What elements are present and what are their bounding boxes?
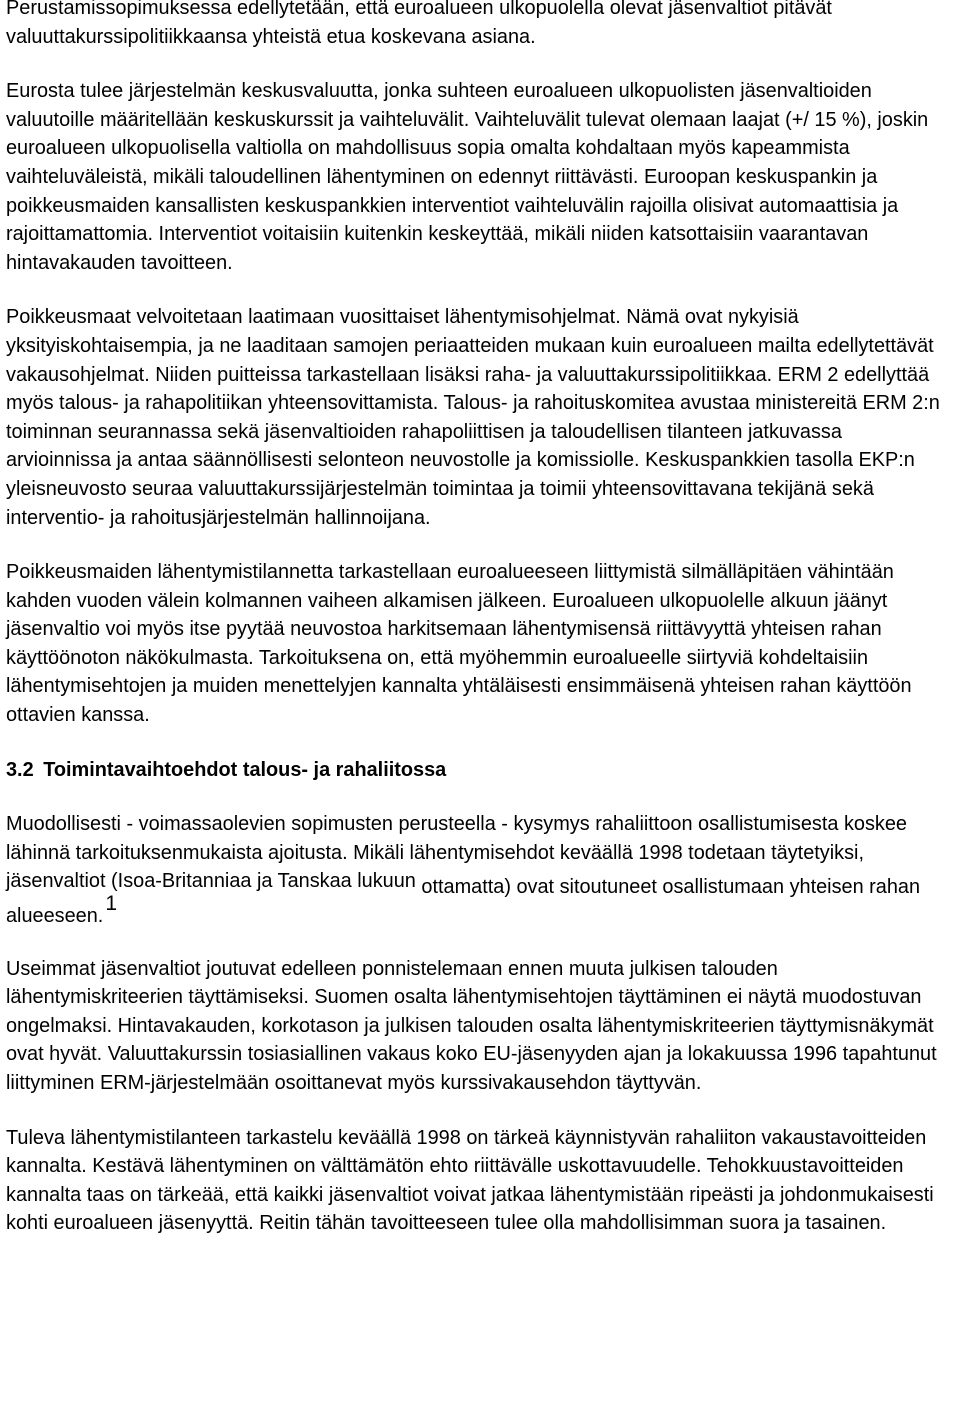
paragraph-text: Muodollisesti - voimassaolevien sopimusten perusteella - kysymys rahaliittoon osallistumisesta koskee lähinnä tarkoituksenmukaista ajoitusta. Mikäli lähentymisehdot keväällä 1998 todetaan täytetyiksi, jäsenvaltiot (Isoa-Britanniaa ja Tanskaa lukuun xyxy=(6,813,907,893)
paragraph-gap xyxy=(6,277,946,303)
footnote-reference[interactable]: 1 xyxy=(105,892,118,916)
paragraph-future-review: Tuleva lähentymistilanteen tarkastelu keväällä 1998 on tärkeä käynnistyvän rahaliiton vakaustavoitteiden kannalta. Kestävä lähentyminen on välttämätön ehto riittävälle uskottavuudelle. Tehokkuustavoitteiden kannalta taas on tärkeää, että kaikki jäsenvaltiot voivat jatkaa lähentymistään ripeästi ja johdonmukaisesti kohti euroalueen jäsenyyttä. Reitin tähän tavoitteeseen tulee olla mahdollisimman suora ja tasainen. xyxy=(6,1126,934,1235)
paragraph-convergence-review: Poikkeusmaiden lähentymistilannetta tarkastellaan euroalueeseen liittymistä silmälläpitäen vähintään kahden vuoden välein kolmannen vaiheen alkamisen jälkeen. Euroalueen ulkopuolelle alkuun jäänyt jäsenvaltio voi myös itse pyytää neuvostoa harkitsemaan lähentymisensä riittävyyttä yhteisen rahan käyttöönoton näkökulmasta. Tarkoituksena on, että myöhemmin euroalueelle siirtyviä kohdeltaisiin lähentymisehtojen ja muiden menettelyjen kannalta yhtäläisesti ensimmäisenä yhteisen rahan käyttöön ottavien kanssa. xyxy=(6,561,912,727)
paragraph-gap xyxy=(6,925,946,955)
paragraph-euro-anchor-currency: Eurosta tulee järjestelmän keskusvaluutta, jonka suhteen euroalueen ulkopuolisten jäsenvaltioiden valuutoille määritellään keskuskurssit ja vaihteluvälit. Vaihteluvälit tulevat olemaan laajat (+/ 15 %), joskin euroalueen ulkopuolisella valtiolla on mahdollisuus sopia omalta kohdaltaan myös kapeammista vaihteluväleistä, mikäli taloudellinen lähentyminen on edennyt riittävästi. Euroopan keskuspankin ja poikkeusmaiden kansallisten keskuspankkien interventiot vaihteluvälin rajoilla olisivat automaattisia ja rajoittamattomia. Interventiot voitaisiin kuitenkin keskeyttää, mikäli niiden katsottaisiin vaarantavan hintavakauden tavoitteen. xyxy=(6,80,929,274)
section-number: 3.2 xyxy=(6,758,34,781)
paragraph-gap xyxy=(6,532,946,558)
paragraph-treaty-requirement: Perustamissopimuksessa edellytetään, että euroalueen ulkopuolella olevat jäsenvaltiot pitävät valuuttakurssipolitiikkaansa yhteistä etua koskevana asiana. xyxy=(6,0,832,48)
paragraph-gap xyxy=(6,1098,946,1124)
paragraph-gap xyxy=(6,784,946,810)
section-heading xyxy=(6,756,946,785)
paragraph-member-states-efforts: Useimmat jäsenvaltiot joutuvat edelleen ponnistelemaan ennen muuta julkisen talouden lähentymiskriteerien täyttämiseksi. Suomen osalta lähentymisehtojen täyttäminen ei näytä muodostuvan ongelmaksi. Hintavakauden, korkotason ja julkisen talouden osalta lähentymiskriteerien täyttymisnäkymät ovat hyvät. Valuuttakurssin tosiasiallinen vakaus koko EU-jäsenyyden ajan ja lokakuussa 1996 tapahtunut liittyminen ERM-järjestelmään osoittanevat myös kurssivakausehdon täyttyvän. xyxy=(6,957,937,1094)
paragraph-participation-timing xyxy=(6,810,946,928)
section-title: Toimintavaihtoehdot talous- ja rahaliitossa xyxy=(43,758,447,781)
paragraph-text-end: ottamatta) ovat sitoutuneet osallistumaan yhteisen rahan alueeseen. xyxy=(6,876,921,928)
paragraph-gap xyxy=(6,51,946,77)
paragraph-gap xyxy=(6,730,946,756)
paragraph-convergence-programmes: Poikkeusmaat velvoitetaan laatimaan vuosittaiset lähentymisohjelmat. Nämä ovat nykyisiä yksityiskohtaisempia, ja ne laaditaan samojen periaatteiden mukaan kuin euroalueen mailta edellytettävät vakausohjelmat. Niiden puitteissa tarkastellaan lisäksi raha- ja valuuttakurssipolitiikkaa. ERM 2 edellyttää myös talous- ja rahapolitiikan yhteensovittamista. Talous- ja rahoituskomitea avustaa ministereitä ERM 2:n toiminnan seurannassa sekä jäsenvaltioiden rahapoliittisen ja taloudellisen tilanteen jatkuvassa arvioinnissa ja antaa säännöllisesti selonteon neuvostolle ja komissiolle. Keskuspankkien tasolla EKP:n yleisneuvosto seuraa valuuttakurssijärjestelmän toimintaa ja toimii yhteensovittavana tekijänä sekä interventio- ja rahoitusjärjestelmän hallinnoijana. xyxy=(6,306,940,529)
